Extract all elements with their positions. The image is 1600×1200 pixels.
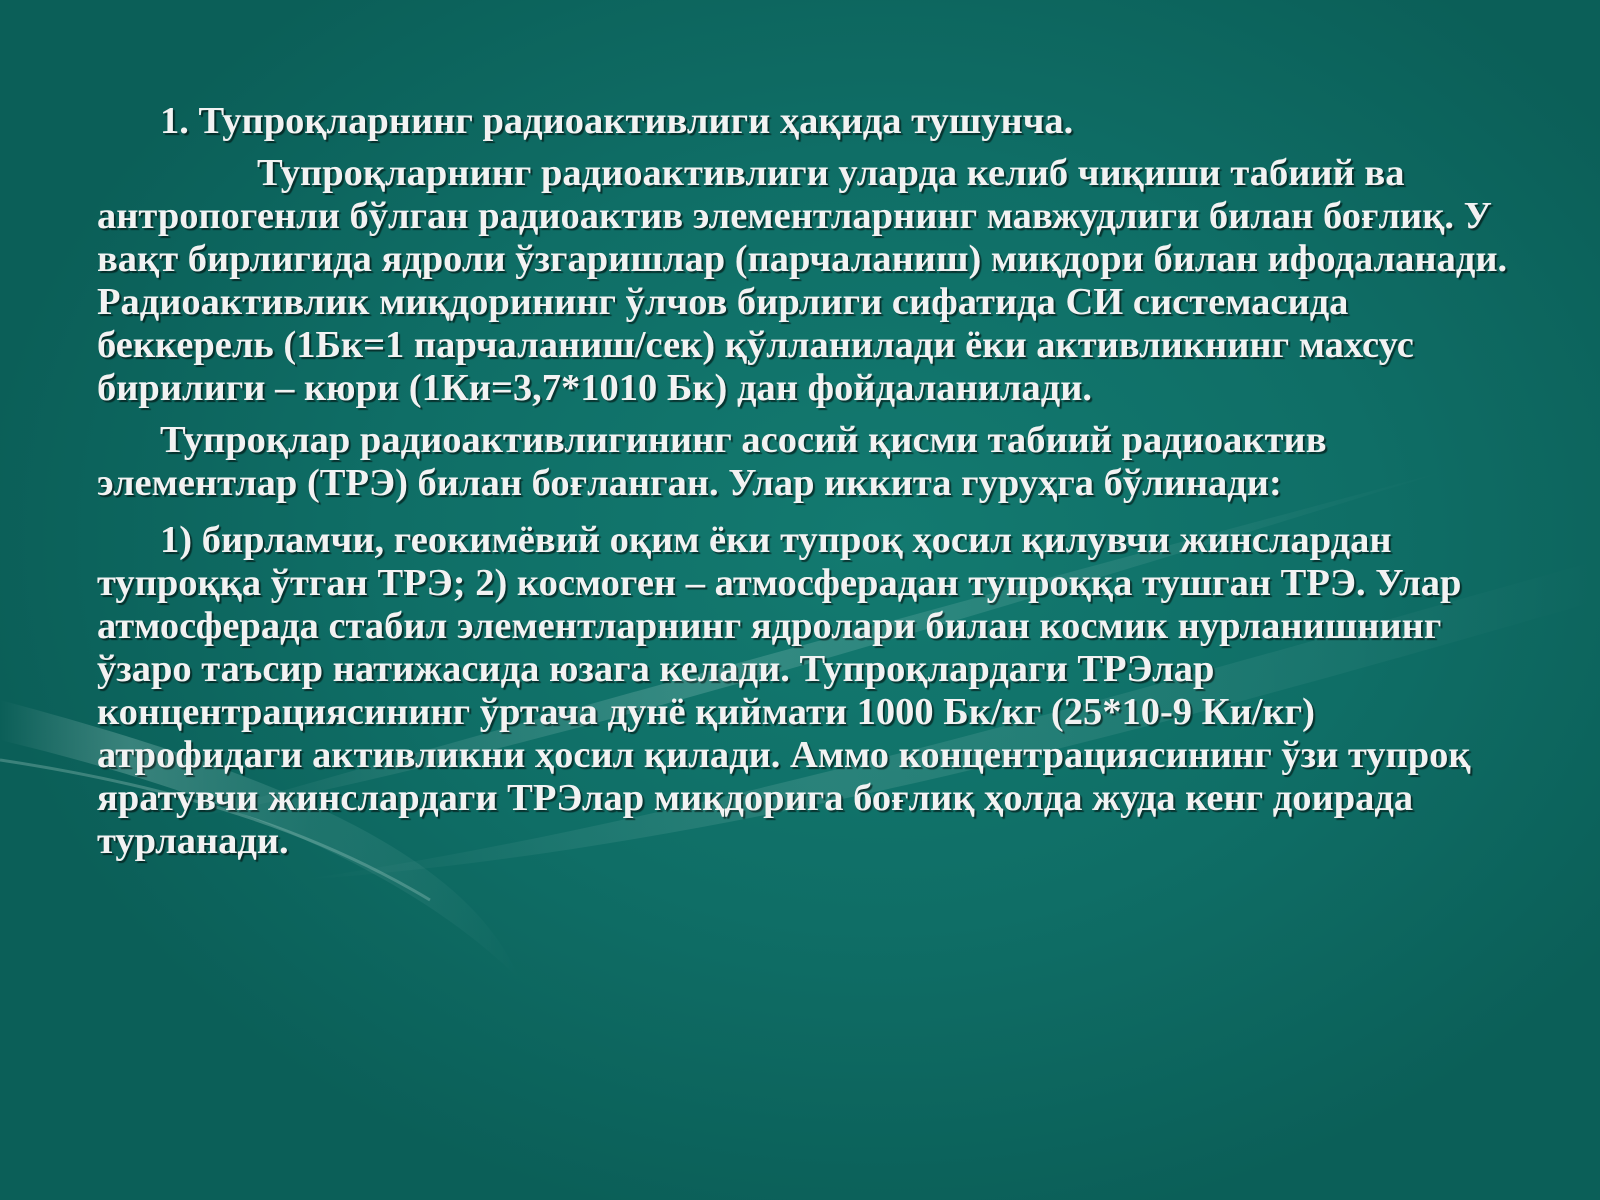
paragraph-groups: 1) бирламчи, геокимёвий оқим ёки тупроқ ҳосил қилувчи жинслардан тупроққа ўтган ТРЭ; 2) космоген – атмосферадан тупроққа тушган ТРЭ. Улар атмосферада стабил элементларнинг ядролари билан космик нурланишнинг ўзаро таъсир натижасида юзага келади. Тупроқлардаги ТРЭлар концентрациясининг ўртача дунё қиймати 1000 Бк/кг (25*10-9 Ки/кг) атрофидаги активликни ҳосил қилади. Аммо концентрациясининг ўзи тупроқ яратувчи жинслардаги ТРЭлар миқдорига боғлиқ ҳолда жуда кенг доирада турланади. — [97, 519, 1471, 862]
paragraph-definition: Тупроқларнинг радиоактивлиги уларда келиб чиқиши табиий ва антропогенли бўлган радиоактив элементларнинг мавжудлиги билан боғлиқ. У вақт бирлигида ядроли ўзгаришлар (парчаланиш) миқдори билан ифодаланади. Радиоактивлик миқдорининг ўлчов бирлиги сифатида СИ системасида беккерель (1Бк=1 парчаланиш/сек) қўлланилади ёки активликнинг махсус бирилиги – кюри (1Ки=3,7*1010 Бк) дан фойдаланилади. — [97, 152, 1508, 409]
slide-text-body — [97, 100, 1517, 863]
slide-heading: 1. Тупроқларнинг радиоактивлиги ҳақида тушунча. — [160, 100, 1074, 142]
paragraph-natural-elements: Тупроқлар радиоактивлигининг асосий қисми табиий радиоактив элементлар (ТРЭ) билан боғланган. Улар иккита гуруҳга бўлинади: — [97, 419, 1327, 504]
